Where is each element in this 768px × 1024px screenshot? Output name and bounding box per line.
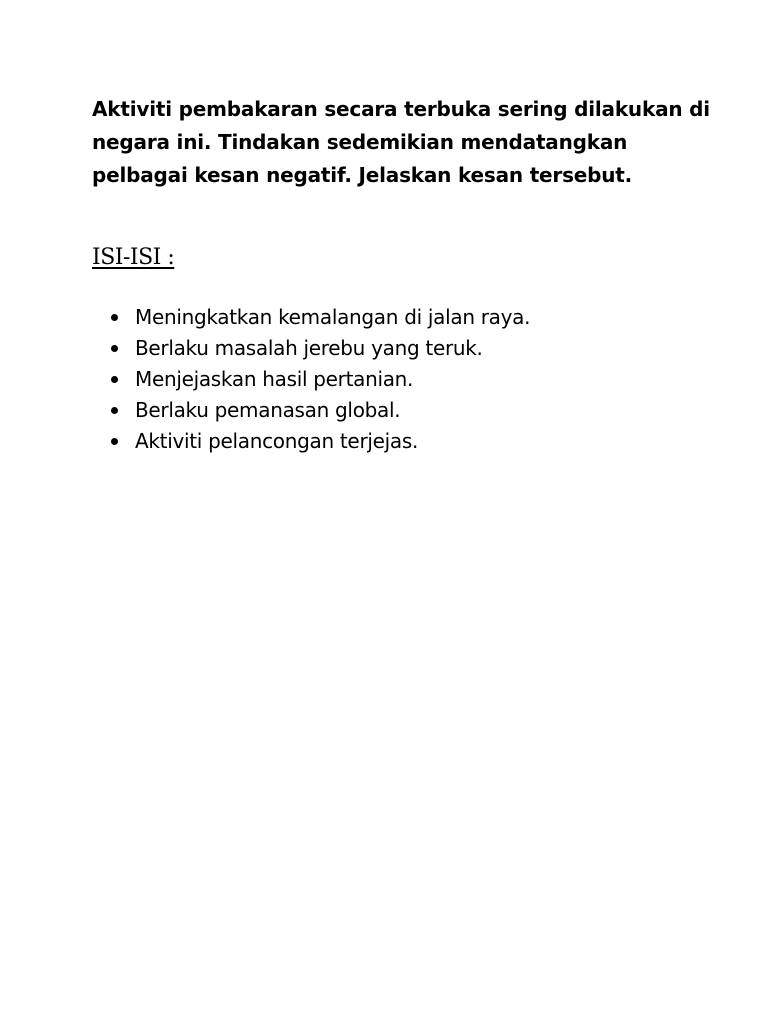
list-item-text: Meningkatkan kemalangan di jalan raya. bbox=[135, 305, 531, 329]
points-list bbox=[108, 302, 668, 457]
bullet-icon bbox=[111, 438, 118, 445]
question-text bbox=[92, 93, 710, 192]
list-item bbox=[108, 364, 668, 395]
list-item bbox=[108, 333, 668, 364]
list-item bbox=[108, 302, 668, 333]
list-item bbox=[108, 426, 668, 457]
list-item-text: Berlaku masalah jerebu yang teruk. bbox=[135, 336, 483, 360]
bullet-icon bbox=[111, 345, 118, 352]
list-item-text: Berlaku pemanasan global. bbox=[135, 398, 401, 422]
question-line: Aktiviti pembakaran secara terbuka sering dilakukan di bbox=[92, 97, 710, 121]
bullet-icon bbox=[111, 314, 118, 321]
question-line: negara ini. Tindakan sedemikian mendatangkan bbox=[92, 130, 628, 154]
bullet-icon bbox=[111, 376, 118, 383]
list-item bbox=[108, 395, 668, 426]
bullet-icon bbox=[111, 407, 118, 414]
points-heading: ISI-ISI : bbox=[92, 245, 175, 270]
list-item-text: Aktiviti pelancongan terjejas. bbox=[135, 429, 419, 453]
list-item-text: Menjejaskan hasil pertanian. bbox=[135, 367, 414, 391]
question-line: pelbagai kesan negatif. Jelaskan kesan tersebut. bbox=[92, 163, 633, 187]
